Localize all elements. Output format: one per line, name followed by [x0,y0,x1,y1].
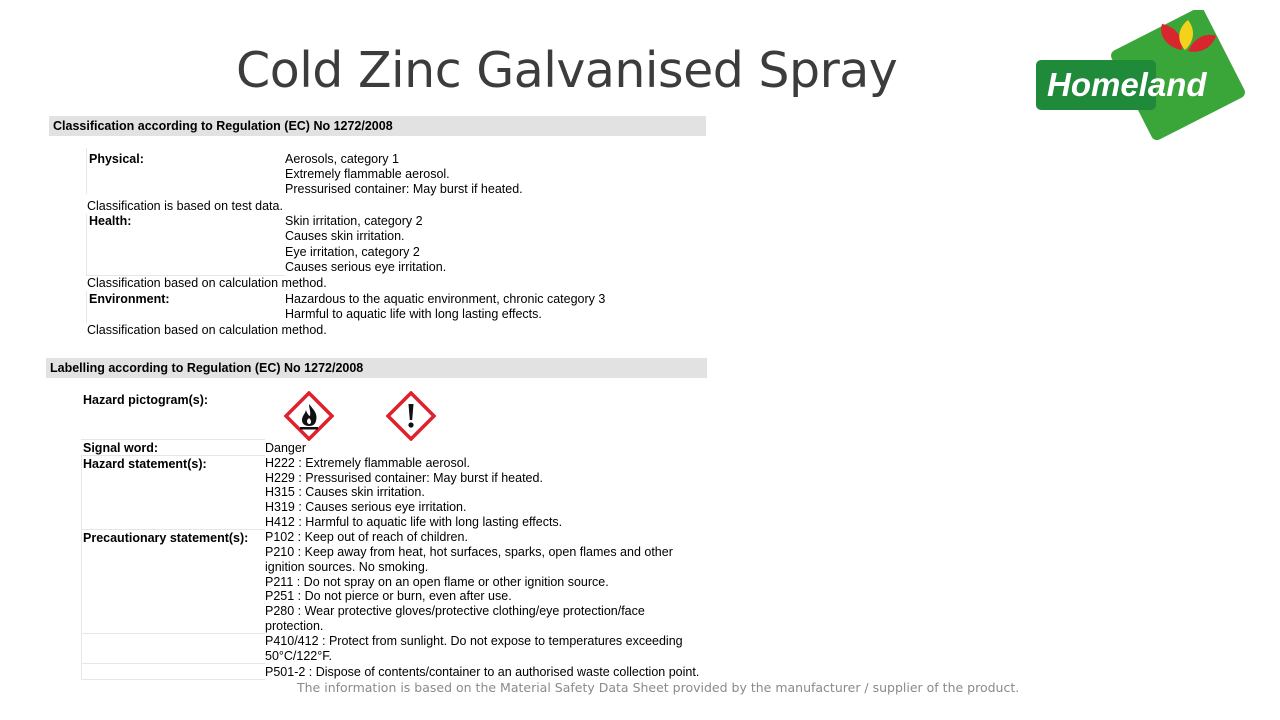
precautionary-statement: P210 : Keep away from heat, hot surfaces, sparks, open flames and other [265,545,673,559]
labelling-header: Labelling according to Regulation (EC) No 1272/2008 [46,358,707,378]
divider [86,214,87,276]
precautionary-statement: P410/412 : Protect from sunlight. Do not expose to temperatures exceeding [265,634,683,648]
health-line: Skin irritation, category 2 [285,214,423,228]
environment-line: Harmful to aquatic life with long lasting effects. [285,307,542,321]
precautionary-statement: P251 : Do not pierce or burn, even after use. [265,589,512,603]
physical-line: Aerosols, category 1 [285,152,399,166]
signal-word-value: Danger [265,441,306,455]
health-label: Health: [89,214,132,228]
exclamation-icon [386,391,436,441]
precautionary-statement: ignition sources. No smoking. [265,560,429,574]
homeland-logo [1030,10,1245,142]
precautionary-statement: protection. [265,619,324,633]
precautionary-statement: P211 : Do not spray on an open flame or other ignition source. [265,575,609,589]
physical-line: Pressurised container: May burst if heated. [285,182,523,196]
divider [81,439,265,440]
divider [81,663,265,664]
pictograms-label: Hazard pictogram(s): [83,393,209,407]
environment-line: Hazardous to the aquatic environment, chronic category 3 [285,292,606,306]
physical-label: Physical: [89,152,144,166]
precautionary-statement: P280 : Wear protective gloves/protective clothing/eye protection/face [265,604,645,618]
divider [81,455,82,679]
divider [86,291,87,323]
precautionary-statement: P102 : Keep out of reach of children. [265,530,468,544]
flame-icon [284,391,334,441]
hazard-statement: H319 : Causes serious eye irritation. [265,500,467,514]
health-line: Eye irritation, category 2 [285,245,420,259]
divider [81,633,265,634]
divider [81,679,265,680]
divider [81,529,265,530]
hazard-statement: H315 : Causes skin irritation. [265,485,425,499]
precautionary-statement: P501-2 : Dispose of contents/container to an authorised waste collection point. [265,665,700,679]
health-line: Causes serious eye irritation. [285,260,447,274]
page-title: Cold Zinc Galvanised Spray [236,42,898,99]
environment-note: Classification based on calculation method. [87,323,327,337]
classification-header: Classification according to Regulation (EC) No 1272/2008 [49,116,706,136]
precautionary-statements-label: Precautionary statement(s): [83,531,249,545]
hazard-statements-label: Hazard statement(s): [83,457,207,471]
divider [81,455,265,456]
hazard-statement: H412 : Harmful to aquatic life with long lasting effects. [265,515,563,529]
physical-line: Extremely flammable aerosol. [285,167,450,181]
hazard-statement: H229 : Pressurised container: May burst if heated. [265,471,543,485]
health-note: Classification based on calculation method. [87,276,327,290]
logo-text: Homeland [1047,66,1207,103]
precautionary-statement: 50°C/122°F. [265,649,332,663]
physical-note: Classification is based on test data. [87,199,283,213]
health-line: Causes skin irritation. [285,229,405,243]
hazard-statement: H222 : Extremely flammable aerosol. [265,456,470,470]
divider [86,148,87,194]
signal-word-label: Signal word: [83,441,158,455]
footer-note: The information is based on the Material Safety Data Sheet provided by the manufacturer / supplier of the product. [297,680,1020,695]
environment-label: Environment: [89,292,170,306]
